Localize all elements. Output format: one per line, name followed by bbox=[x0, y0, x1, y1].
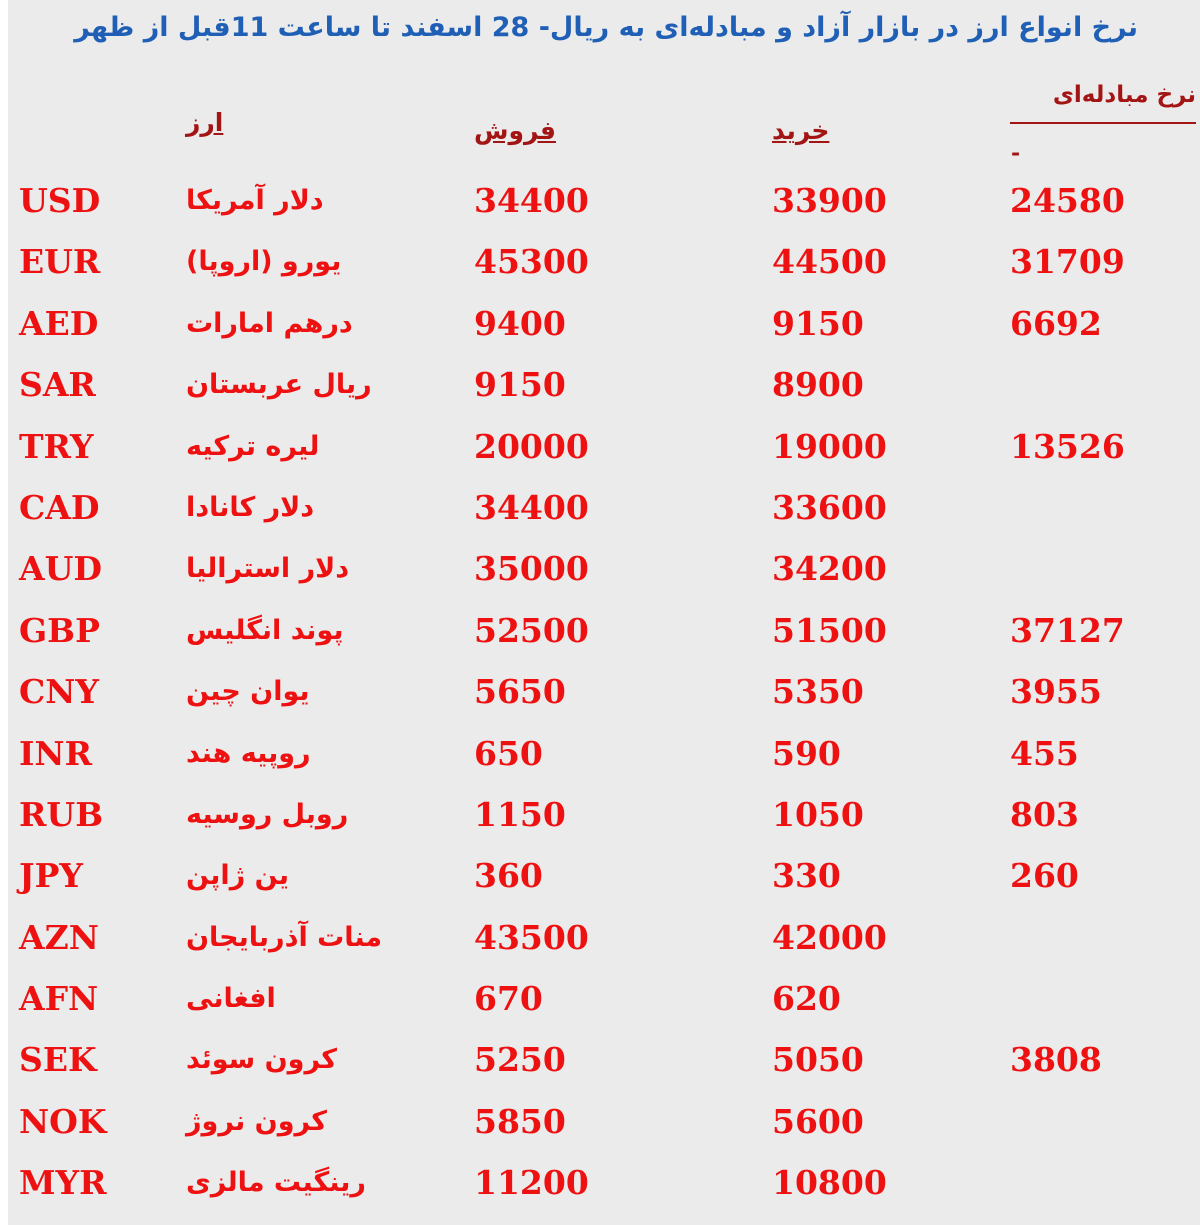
currency-name: دلار استرالیا bbox=[186, 553, 350, 585]
currency-code: AED bbox=[19, 303, 99, 343]
buy-price: 620 bbox=[772, 979, 841, 1019]
table-row bbox=[8, 971, 1200, 1032]
currency-code: SEK bbox=[19, 1040, 97, 1080]
currency-name: دلار آمریکا bbox=[186, 185, 324, 216]
exchange-rate: 31709 bbox=[1010, 242, 1125, 282]
sell-price: 360 bbox=[474, 856, 543, 896]
currency-code: AFN bbox=[19, 979, 99, 1019]
table-row bbox=[8, 603, 1200, 664]
header-exchange-rate: نرخ مبادله‌ای bbox=[1010, 82, 1196, 124]
currency-name: روبل روسیه bbox=[186, 798, 349, 830]
currency-name: لیره ترکیه bbox=[186, 430, 320, 462]
currency-code: EUR bbox=[19, 242, 101, 282]
buy-price: 33900 bbox=[772, 181, 887, 220]
buy-price: 19000 bbox=[772, 426, 887, 466]
currency-code: MYR bbox=[19, 1163, 107, 1203]
currency-name: درهم امارات bbox=[186, 307, 353, 339]
buy-price: 44500 bbox=[772, 242, 887, 282]
table-row bbox=[8, 296, 1200, 357]
buy-price: 5050 bbox=[772, 1040, 864, 1080]
currency-name: ین ژاپن bbox=[186, 860, 290, 892]
currency-code: GBP bbox=[19, 610, 100, 650]
currency-name: منات آذربایجان bbox=[186, 921, 383, 953]
sell-price: 43500 bbox=[474, 917, 589, 957]
sell-price: 9150 bbox=[474, 365, 566, 405]
buy-price: 8900 bbox=[772, 365, 864, 405]
currency-code: JPY bbox=[19, 856, 83, 896]
sell-price: 20000 bbox=[474, 426, 589, 466]
currency-name: دلار کانادا bbox=[186, 491, 315, 523]
currency-name: یورو (اروپا) bbox=[186, 246, 342, 278]
sell-price: 5250 bbox=[474, 1040, 566, 1080]
buy-price: 51500 bbox=[772, 610, 887, 650]
sell-price: 52500 bbox=[474, 610, 589, 650]
table-row bbox=[8, 910, 1200, 971]
exchange-rate: 6692 bbox=[1010, 303, 1102, 343]
exchange-rate: 3955 bbox=[1010, 672, 1102, 712]
exchange-rate: 455 bbox=[1010, 733, 1079, 773]
currency-code: CAD bbox=[19, 487, 100, 527]
buy-price: 590 bbox=[772, 733, 841, 773]
sell-price: 650 bbox=[474, 733, 543, 773]
sell-price: 34400 bbox=[474, 487, 589, 527]
rates-table bbox=[8, 173, 1200, 1217]
table-row bbox=[8, 1155, 1200, 1216]
sell-price: 45300 bbox=[474, 242, 589, 282]
currency-name: یوان چین bbox=[186, 676, 310, 708]
sell-price: 11200 bbox=[474, 1163, 589, 1203]
currency-code: CNY bbox=[19, 672, 99, 712]
exchange-rate: 24580 bbox=[1010, 181, 1125, 220]
buy-price: 10800 bbox=[772, 1163, 887, 1203]
sell-price: 1150 bbox=[474, 794, 566, 834]
header-buy: خرید bbox=[772, 116, 830, 145]
currency-code: USD bbox=[19, 181, 101, 220]
currency-code: AZN bbox=[19, 917, 99, 957]
buy-price: 1050 bbox=[772, 794, 864, 834]
table-row bbox=[8, 1032, 1200, 1093]
table-row bbox=[8, 173, 1200, 234]
exchange-rate: 3808 bbox=[1010, 1040, 1102, 1080]
table-row bbox=[8, 664, 1200, 725]
currency-name: ریال عربستان bbox=[186, 369, 372, 401]
sell-price: 34400 bbox=[474, 181, 589, 220]
currency-name: کرون سوئد bbox=[186, 1044, 337, 1076]
currency-name: پوند انگلیس bbox=[186, 614, 344, 646]
buy-price: 5600 bbox=[772, 1101, 864, 1141]
sell-price: 5650 bbox=[474, 672, 566, 712]
table-row bbox=[8, 480, 1200, 541]
table-row bbox=[8, 234, 1200, 295]
currency-name: رینگیت مالزی bbox=[186, 1167, 366, 1199]
exchange-rate: 260 bbox=[1010, 856, 1079, 896]
currency-code: RUB bbox=[19, 794, 104, 834]
sell-price: 670 bbox=[474, 979, 543, 1019]
rates-panel bbox=[8, 0, 1200, 1225]
buy-price: 42000 bbox=[772, 917, 887, 957]
currency-code: SAR bbox=[19, 365, 96, 405]
sell-price: 35000 bbox=[474, 549, 589, 589]
table-row bbox=[8, 787, 1200, 848]
buy-price: 34200 bbox=[772, 549, 887, 589]
table-row bbox=[8, 726, 1200, 787]
header-sell: فروش bbox=[474, 116, 556, 145]
exchange-rate: 803 bbox=[1010, 794, 1079, 834]
currency-code: NOK bbox=[19, 1101, 107, 1141]
exchange-rate: 13526 bbox=[1010, 426, 1125, 466]
sell-price: 5850 bbox=[474, 1101, 566, 1141]
currency-name: روپیه هند bbox=[186, 737, 311, 769]
table-row bbox=[8, 541, 1200, 602]
currency-name: کرون نروژ bbox=[186, 1105, 327, 1137]
page-title: نرخ انواع ارز در بازار آزاد و مبادله‌ای به ریال- 28 اسفند تا ساعت 11قبل از ظهر bbox=[74, 12, 1138, 43]
currency-code: INR bbox=[19, 733, 93, 773]
exchange-rate: 37127 bbox=[1010, 610, 1125, 650]
table-row bbox=[8, 1094, 1200, 1155]
table-row bbox=[8, 848, 1200, 909]
buy-price: 33600 bbox=[772, 487, 887, 527]
currency-name: افغانی bbox=[186, 983, 276, 1015]
currency-code: AUD bbox=[19, 549, 102, 589]
sell-price: 9400 bbox=[474, 303, 566, 343]
currency-code: TRY bbox=[19, 426, 94, 466]
table-row bbox=[8, 357, 1200, 418]
buy-price: 9150 bbox=[772, 303, 864, 343]
buy-price: 5350 bbox=[772, 672, 864, 712]
header-exchange-rate-dash: - bbox=[1011, 140, 1021, 166]
buy-price: 330 bbox=[772, 856, 841, 896]
header-currency: ارز bbox=[186, 108, 224, 137]
table-row bbox=[8, 419, 1200, 480]
